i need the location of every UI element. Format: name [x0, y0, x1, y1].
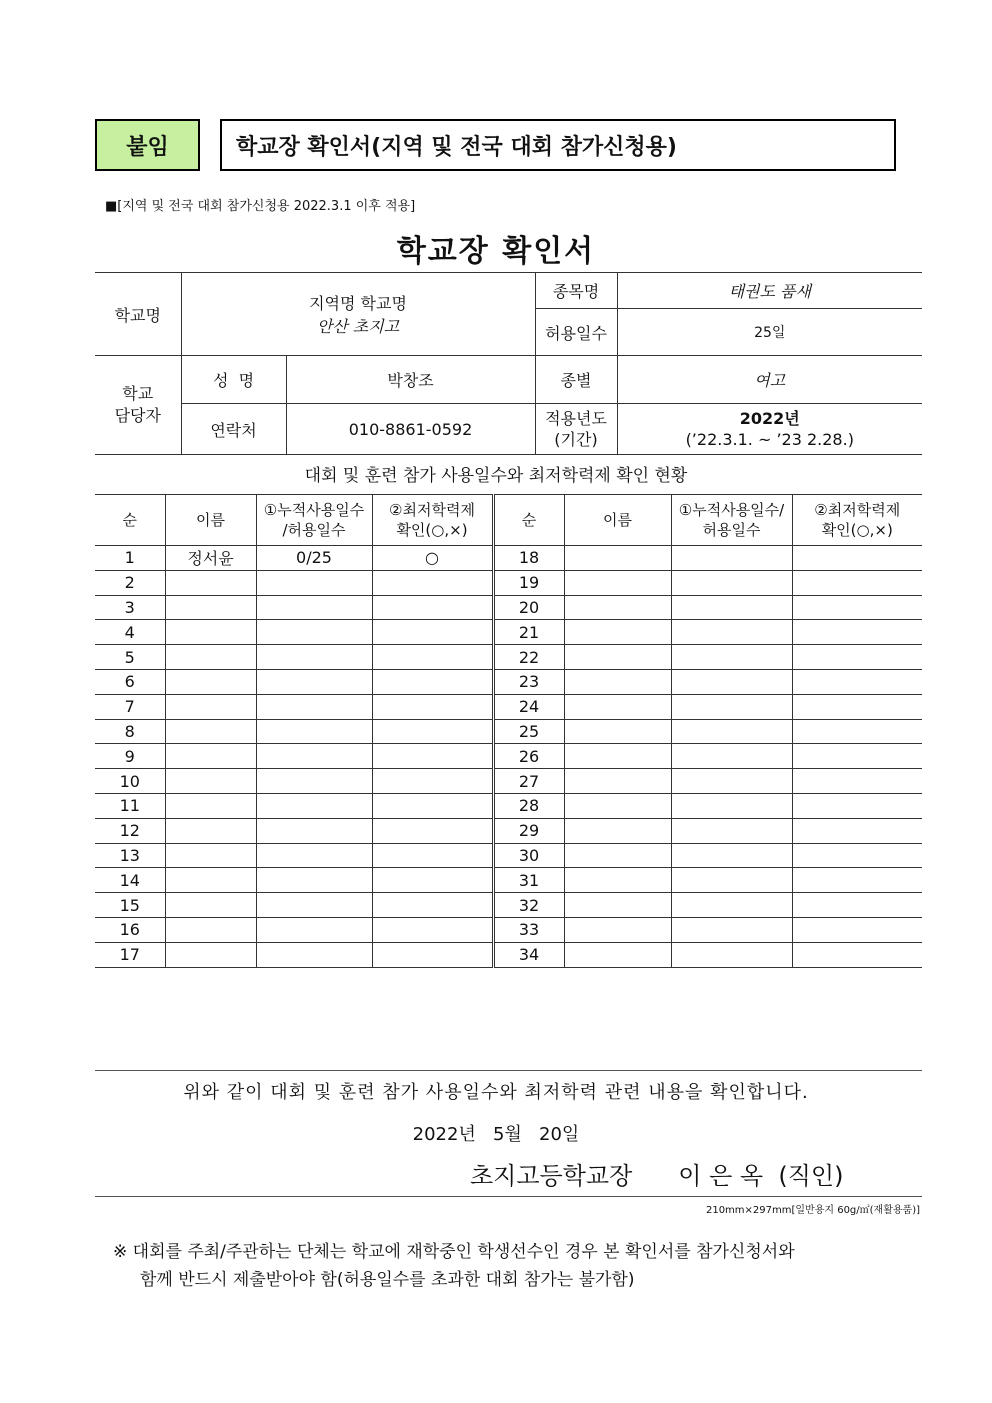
roster-cell-days [671, 917, 792, 942]
roster-cell-check [372, 942, 493, 967]
roster-cell-n: 10 [95, 769, 165, 794]
roster-cell-name [564, 546, 671, 571]
roster-cell-n: 30 [493, 843, 564, 868]
document-title: 학교장 확인서 [396, 234, 596, 269]
header-cell: 순 [95, 495, 165, 546]
paper-spec: 210mm×297mm[일반용지 60g/㎡(재활용품)] [705, 1205, 920, 1216]
roster-cell-name [165, 719, 256, 744]
table-row [95, 793, 922, 818]
roster-cell-days [256, 917, 372, 942]
roster-cell-check [792, 546, 922, 571]
roster-cell-name [165, 570, 256, 595]
confirmation-date: 2022년 5월 20일 [412, 1124, 580, 1145]
roster-cell-n: 1 [95, 546, 165, 571]
roster-cell-n: 17 [95, 942, 165, 967]
category-label: 종별 [535, 356, 617, 404]
roster-cell-name [564, 942, 671, 967]
roster-cell-name [564, 744, 671, 769]
table-row [95, 893, 922, 918]
roster-cell-n: 27 [493, 769, 564, 794]
principal-signature [470, 1156, 843, 1191]
roster-cell-n: 24 [493, 694, 564, 719]
roster-cell-n: 23 [493, 669, 564, 694]
roster-cell-check [792, 843, 922, 868]
roster-cell-check [372, 719, 493, 744]
table-row [95, 818, 922, 843]
roster-cell-days [671, 719, 792, 744]
roster-cell-n: 25 [493, 719, 564, 744]
header-cell: ②최저학력제 확인(○,×) [792, 495, 922, 546]
applicable-period-value: (’22.3.1. ~ ’23 2.28.) [685, 430, 854, 449]
applicability-note: ■[지역 및 전국 대회 참가신청용 2022.3.1 이후 적용] [105, 199, 416, 214]
roster-cell-name [564, 719, 671, 744]
roster-cell-name [564, 818, 671, 843]
roster-cell-days [671, 595, 792, 620]
school-name-label: 학교명 [95, 273, 181, 356]
roster-cell-name [165, 917, 256, 942]
roster-cell-name [564, 645, 671, 670]
school-name-heading: 지역명 학교명 [309, 294, 407, 313]
roster-cell-check [792, 669, 922, 694]
roster-cell-n: 13 [95, 843, 165, 868]
roster-cell-check [372, 893, 493, 918]
roster-cell-check [372, 769, 493, 794]
roster-cell-name [165, 818, 256, 843]
header-cell: 이름 [564, 495, 671, 546]
roster-cell-check [372, 868, 493, 893]
roster-cell-check [372, 694, 493, 719]
footnote [113, 1238, 795, 1294]
applicable-year-value: 2022년 [739, 409, 800, 428]
school-info-table [95, 272, 922, 455]
roster-cell-days [256, 843, 372, 868]
roster-cell-days [256, 620, 372, 645]
applicable-year-label: 적용년도 (기간) [535, 404, 617, 455]
roster-cell-n: 28 [493, 793, 564, 818]
table-row [95, 669, 922, 694]
roster-cell-n: 16 [95, 917, 165, 942]
contact-label: 연락처 [181, 404, 286, 455]
manager-name-label: 성 명 [181, 356, 286, 404]
table-row [95, 744, 922, 769]
roster-cell-name: 정서윤 [165, 546, 256, 571]
roster-cell-days [256, 744, 372, 769]
roster-cell-check [792, 769, 922, 794]
confirmation-statement: 위와 같이 대회 및 훈련 참가 사용일수와 최저학력 관련 내용을 확인합니다. [183, 1082, 809, 1103]
header-cell: ①누적사용일수/ 허용일수 [671, 495, 792, 546]
roster-cell-days [256, 868, 372, 893]
school-name-cell [181, 273, 535, 356]
roster-cell-check [372, 917, 493, 942]
roster-cell-n: 20 [493, 595, 564, 620]
header-cell: 순 [493, 495, 564, 546]
roster-cell-check [792, 744, 922, 769]
roster-cell-check [792, 645, 922, 670]
roster-cell-name [564, 570, 671, 595]
roster-cell-days [256, 818, 372, 843]
roster-cell-name [165, 893, 256, 918]
table-row [95, 546, 922, 571]
header-cell: ②최저학력제 확인(○,×) [372, 495, 493, 546]
contact-value: 010-8861-0592 [286, 404, 535, 455]
roster-cell-days [256, 893, 372, 918]
roster-cell-n: 7 [95, 694, 165, 719]
table-row [95, 868, 922, 893]
roster-cell-name [564, 793, 671, 818]
roster-cell-name [564, 669, 671, 694]
roster-cell-days [256, 645, 372, 670]
roster-cell-n: 2 [95, 570, 165, 595]
table-row [95, 694, 922, 719]
roster-cell-days: 0/25 [256, 546, 372, 571]
roster-cell-days [671, 645, 792, 670]
roster-cell-n: 26 [493, 744, 564, 769]
roster-cell-check [792, 793, 922, 818]
roster-cell-n: 33 [493, 917, 564, 942]
roster-cell-days [256, 793, 372, 818]
roster-cell-days [256, 719, 372, 744]
roster-cell-days [671, 620, 792, 645]
table-row [95, 719, 922, 744]
roster-cell-check [372, 744, 493, 769]
roster-cell-days [256, 942, 372, 967]
participation-roster-table [95, 494, 922, 968]
roster-cell-name [564, 868, 671, 893]
school-principal-title: 초지고등학교장 [470, 1162, 633, 1190]
roster-cell-check [372, 793, 493, 818]
allowed-days-label: 허용일수 [535, 309, 617, 356]
roster-cell-check [372, 595, 493, 620]
footnote-line: 함께 반드시 제출받아야 함(허용일수를 초과한 대회 참가는 불가함) [140, 1270, 635, 1290]
roster-cell-days [671, 694, 792, 719]
roster-cell-name [165, 620, 256, 645]
table-row [95, 843, 922, 868]
roster-cell-check [372, 818, 493, 843]
roster-cell-name [165, 595, 256, 620]
principal-name-seal: 이 은 옥 (직인) [678, 1162, 844, 1190]
document-header [95, 119, 896, 171]
header-cell: 이름 [165, 495, 256, 546]
roster-cell-name [165, 744, 256, 769]
event-label: 종목명 [535, 273, 617, 309]
roster-cell-check [792, 942, 922, 967]
roster-cell-name [165, 942, 256, 967]
roster-cell-days [256, 595, 372, 620]
roster-cell-name [564, 917, 671, 942]
roster-cell-name [165, 669, 256, 694]
roster-cell-check [792, 893, 922, 918]
school-name-value: 안산 초지고 [316, 317, 400, 336]
header-cell: ①누적사용일수 /허용일수 [256, 495, 372, 546]
roster-cell-n: 3 [95, 595, 165, 620]
roster-cell-check [792, 818, 922, 843]
roster-cell-check [372, 570, 493, 595]
roster-cell-days [671, 546, 792, 571]
table-row [95, 917, 922, 942]
roster-cell-check [792, 620, 922, 645]
roster-cell-n: 8 [95, 719, 165, 744]
roster-cell-days [256, 570, 372, 595]
roster-cell-name [165, 843, 256, 868]
roster-cell-n: 29 [493, 818, 564, 843]
divider [95, 1196, 922, 1197]
roster-body [95, 546, 922, 968]
roster-cell-check [792, 694, 922, 719]
roster-cell-check [372, 645, 493, 670]
roster-cell-check [792, 719, 922, 744]
roster-header-row [95, 495, 922, 546]
roster-cell-n: 19 [493, 570, 564, 595]
roster-cell-days [671, 893, 792, 918]
roster-cell-name [564, 595, 671, 620]
roster-cell-check [792, 570, 922, 595]
roster-cell-check [792, 868, 922, 893]
roster-cell-n: 32 [493, 893, 564, 918]
roster-cell-check: ○ [372, 546, 493, 571]
roster-cell-n: 14 [95, 868, 165, 893]
roster-cell-days [256, 694, 372, 719]
roster-cell-days [256, 769, 372, 794]
roster-cell-name [564, 893, 671, 918]
roster-cell-check [792, 917, 922, 942]
table-row [95, 595, 922, 620]
roster-cell-check [372, 620, 493, 645]
roster-cell-n: 5 [95, 645, 165, 670]
table-row [95, 769, 922, 794]
roster-cell-days [671, 769, 792, 794]
roster-cell-name [165, 694, 256, 719]
roster-cell-check [372, 843, 493, 868]
roster-cell-n: 31 [493, 868, 564, 893]
manager-name-value: 박창조 [286, 356, 535, 404]
form-banner-title: 학교장 확인서(지역 및 전국 대회 참가신청용) [220, 119, 896, 171]
roster-cell-n: 4 [95, 620, 165, 645]
roster-cell-days [671, 744, 792, 769]
roster-cell-days [671, 570, 792, 595]
roster-cell-days [256, 669, 372, 694]
roster-cell-name [564, 694, 671, 719]
roster-cell-n: 21 [493, 620, 564, 645]
roster-cell-name [564, 620, 671, 645]
roster-cell-name [165, 868, 256, 893]
roster-cell-n: 18 [493, 546, 564, 571]
category-value: 여고 [617, 356, 922, 404]
roster-cell-days [671, 942, 792, 967]
roster-cell-n: 6 [95, 669, 165, 694]
divider [95, 1070, 922, 1071]
roster-cell-name [165, 645, 256, 670]
footnote-line: ※ 대회를 주최/주관하는 단체는 학교에 재학중인 학생선수인 경우 본 확인서를 참가신청서와 [113, 1242, 795, 1262]
manager-label: 학교 담당자 [95, 356, 181, 455]
applicable-year-cell [617, 404, 922, 455]
roster-cell-days [671, 669, 792, 694]
roster-cell-n: 15 [95, 893, 165, 918]
table-row [95, 570, 922, 595]
table-row [95, 645, 922, 670]
section-title: 대회 및 훈련 참가 사용일수와 최저학력제 확인 현황 [304, 466, 688, 486]
event-value: 태권도 품새 [617, 273, 922, 309]
attachment-badge: 붙임 [95, 119, 200, 171]
roster-cell-days [671, 818, 792, 843]
roster-cell-check [792, 595, 922, 620]
roster-cell-days [671, 868, 792, 893]
table-row [95, 620, 922, 645]
roster-cell-n: 9 [95, 744, 165, 769]
roster-cell-name [564, 769, 671, 794]
roster-cell-n: 22 [493, 645, 564, 670]
roster-cell-name [165, 793, 256, 818]
roster-cell-days [671, 793, 792, 818]
roster-cell-name [564, 843, 671, 868]
roster-cell-check [372, 669, 493, 694]
roster-cell-n: 12 [95, 818, 165, 843]
roster-cell-name [165, 769, 256, 794]
roster-cell-days [671, 843, 792, 868]
roster-cell-n: 34 [493, 942, 564, 967]
allowed-days-value: 25일 [617, 309, 922, 356]
table-row [95, 942, 922, 967]
roster-cell-n: 11 [95, 793, 165, 818]
